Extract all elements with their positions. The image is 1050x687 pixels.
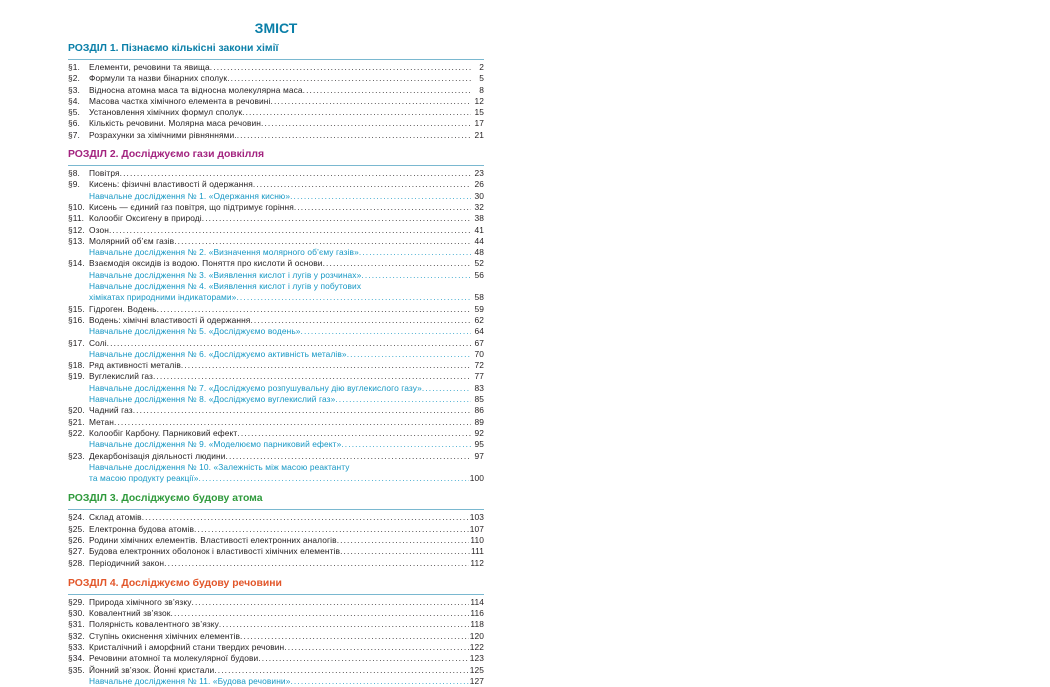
study-entry[interactable] [68,281,484,304]
entry-page-number: 41 [474,224,484,235]
entry-title-wrap [89,360,471,371]
dot-leader [153,371,471,382]
entry-number: §20. [68,405,85,416]
entry-title-wrap [89,62,471,73]
section-heading: РОЗДІЛ 1. Пізнаємо кількісні закони хімії [68,43,279,54]
entry-number: §6. [68,118,80,129]
entry-title: Кількість речовини. Молярна маса речовин [89,118,262,129]
paragraph-entry[interactable] [68,179,484,190]
entry-title-wrap [89,191,471,202]
dot-leader [261,118,471,129]
entry-title: Відносна атомна маса та відносна молекулярна маса [89,84,303,95]
entry-page-number: 89 [474,416,484,427]
entry-number: §33. [68,642,85,653]
entry-number: §4. [68,95,80,106]
entry-title: Вуглекислий газ [89,371,153,382]
dot-leader [192,597,470,608]
entry-title-wrap [89,326,471,337]
entry-title-wrap [89,642,469,653]
entry-title-line2-wrap [89,292,471,303]
entry-title-wrap [89,462,469,485]
paragraph-entry[interactable] [68,202,484,213]
entry-title: Молярний об’єм газів [89,235,175,246]
entry-title-wrap [89,558,469,569]
entry-title-wrap [89,304,471,315]
entry-title-wrap [89,417,471,428]
paragraph-entry[interactable] [68,631,484,642]
entry-number: §13. [68,235,85,246]
dot-leader [422,383,471,394]
entry-page-number: 5 [479,73,484,84]
entry-title: Метан [89,416,114,427]
entry-title: Кисень — єдиний газ повітря, що підтримує горіння [89,201,294,212]
entry-page-number: 12 [474,95,484,106]
entry-page-number: 85 [474,394,484,405]
dot-leader [335,394,471,405]
entry-title: Озон [89,224,109,235]
dot-leader [226,451,471,462]
entry-page-number: 15 [474,107,484,118]
paragraph-entry[interactable] [68,96,484,107]
entry-number: §21. [68,416,85,427]
dot-leader [323,258,471,269]
toc-sections [68,42,484,687]
paragraph-entry[interactable] [68,535,484,546]
entry-title-continued: хімікатах природними індикаторами» [89,292,237,303]
entry-title: Солі [89,337,107,348]
dot-leader [194,524,469,535]
entry-title: Кристалічний і аморфний стани твердих речовин [89,642,285,653]
entry-title-wrap [89,349,471,360]
paragraph-entry[interactable] [68,428,484,439]
entry-title-wrap [89,676,469,687]
dot-leader [284,642,468,653]
entry-title-line2-wrap [89,473,469,484]
entry-title: Навчальне дослідження № 6. «Досліджуємо активність металів» [89,348,347,359]
dot-leader [120,168,471,179]
entry-title-wrap [89,315,471,326]
section-heading: РОЗДІЛ 3. Досліджуємо будову атома [68,493,263,505]
toc-section [68,42,484,141]
entry-page-number: 92 [474,427,484,438]
entry-number: §10. [68,201,85,212]
entry-title: Установлення хімічних формул сполук [89,107,243,118]
entry-page-number: 120 [469,630,484,641]
entry-page-number: 62 [474,314,484,325]
entry-title-wrap [89,281,471,304]
entry-title-wrap [89,258,471,269]
entry-page-number: 44 [474,235,484,246]
toc-section [68,492,484,568]
entry-title-wrap [89,85,471,96]
dot-leader [133,405,471,416]
dot-leader [258,653,468,664]
entry-number: §27. [68,546,85,557]
study-entry[interactable] [68,326,484,337]
dot-leader [236,292,471,303]
entry-title: Полярність ковалентного зв’язку [89,619,219,630]
entry-page-number: 122 [469,642,484,653]
paragraph-entry[interactable] [68,236,484,247]
entry-number: §31. [68,619,85,630]
table-of-contents [68,18,484,687]
dot-leader [214,665,468,676]
entry-title-wrap [89,202,471,213]
entry-page-number: 112 [470,557,484,568]
entry-title-wrap [89,405,471,416]
entry-page-number: 111 [470,546,484,557]
entry-title: Кисень: фізичні властивості й одержання [89,179,253,190]
entry-title-wrap [89,394,471,405]
entry-title: Навчальне дослідження № 10. «Залежність між масою реактанту [89,461,350,472]
entry-number: §5. [68,107,80,118]
entry-title: Взаємодія оксидів із водою. Поняття про кислоти й основи [89,258,323,269]
entry-title-wrap [89,338,471,349]
entry-number: §17. [68,337,85,348]
entry-page-number: 59 [474,303,484,314]
toc-section [68,577,484,687]
dot-leader [290,676,468,687]
entry-title: Родини хімічних елементів. Властивості електронних аналогів [89,534,337,545]
entry-title-wrap [89,168,471,179]
entry-title: Декарбонізація діяльності людини [89,450,226,461]
entry-title-continued: та масою продукту реакції» [89,473,199,484]
entry-title-wrap [89,270,471,281]
dot-leader [174,236,471,247]
entry-number: §7. [68,129,80,140]
entry-page-number: 110 [470,534,484,545]
entry-title: Колообіг Карбону. Парниковий ефект [89,427,238,438]
entry-title: Навчальне дослідження № 1. «Одержання кисню» [89,190,291,201]
entry-title-wrap [89,535,469,546]
paragraph-entry[interactable] [68,642,484,653]
entry-number: §3. [68,84,80,95]
entry-page-number: 86 [474,405,484,416]
entry-number: §19. [68,371,85,382]
paragraph-entry[interactable] [68,371,484,382]
dot-leader [303,85,471,96]
entry-title: Масова частка хімічного елемента в речовині [89,95,271,106]
entry-title-wrap [89,619,469,630]
paragraph-entry[interactable] [68,405,484,416]
dot-leader [337,535,470,546]
entry-title: Водень: хімічні властивості й одержання [89,314,251,325]
section-divider [68,509,484,510]
section-heading: РОЗДІЛ 4. Досліджуємо будову речовини [68,577,282,589]
dot-leader [301,326,471,337]
entry-page-number: 38 [474,213,484,224]
dot-leader [250,315,471,326]
dot-leader [361,270,471,281]
entry-title: Чадний газ [89,405,133,416]
entry-page-number: 67 [474,337,484,348]
entry-page-number: 17 [474,118,484,129]
entry-title-wrap [89,597,469,608]
toc-section [68,148,484,484]
entry-title: Навчальне дослідження № 2. «Визначення молярного об’єму газів» [89,247,359,258]
paragraph-entry[interactable] [68,62,484,73]
entry-number: §22. [68,427,85,438]
entry-title: Ковалентний зв’язок [89,608,171,619]
dot-leader [107,338,471,349]
entry-page-number: 114 [470,596,484,607]
dot-leader [237,428,471,439]
dot-leader [242,107,471,118]
entry-page-number: 52 [474,258,484,269]
dot-leader [199,473,469,484]
entry-title: Ступінь окиснення хімічних елементів [89,630,241,641]
dot-leader [142,512,469,523]
section-heading: РОЗДІЛ 2. Досліджуємо гази довкілля [68,149,265,161]
entry-page-number: 32 [474,201,484,212]
entry-number: §12. [68,224,85,235]
entry-number: §25. [68,523,85,534]
entry-title: Навчальне дослідження № 4. «Виявлення кислот і лугів у побутових [89,281,362,292]
entry-title-wrap [89,96,471,107]
entry-title: Навчальне дослідження № 5. «Досліджуємо водень» [89,326,301,337]
dot-leader [359,247,471,258]
entry-title: Елементи, речовини та явища [89,62,210,72]
entry-number: §35. [68,664,85,675]
paragraph-entry[interactable] [68,130,484,141]
entry-title-wrap [89,524,469,535]
paragraph-entry[interactable] [68,653,484,664]
study-entry[interactable] [68,439,484,450]
entry-title: Склад атомів [89,512,142,523]
entry-number: §28. [68,557,85,568]
entry-title: Природа хімічного зв’язку [89,596,192,607]
entry-title-wrap [89,118,471,129]
entry-number: §24. [68,512,85,523]
entry-title-wrap [89,428,471,439]
entry-title: Гідроген. Водень [89,303,157,314]
entry-number: §32. [68,630,85,641]
entry-page-number: 70 [474,348,484,359]
entry-page-number: 48 [474,247,484,258]
entry-number: §30. [68,608,85,619]
entry-page-number: 30 [474,190,484,201]
dot-leader [164,558,469,569]
dot-leader [171,608,470,619]
entry-page-number: 118 [470,619,484,630]
paragraph-entry[interactable] [68,213,484,224]
study-entry[interactable] [68,394,484,405]
dot-leader [181,360,471,371]
paragraph-entry[interactable] [68,512,484,523]
entry-number: §29. [68,596,85,607]
dot-leader [219,619,469,630]
entry-title: Навчальне дослідження № 7. «Досліджуємо розпушувальну дію вуглекислого газу» [89,382,422,393]
paragraph-entry[interactable] [68,85,484,96]
entry-page-number: 116 [470,608,484,619]
entry-title: Повітря [89,168,120,179]
entry-number: §23. [68,450,85,461]
entry-title-wrap [89,383,471,394]
study-entry[interactable] [68,383,484,394]
entry-page-number: 2 [479,62,484,72]
entry-page-number: 127 [469,675,484,686]
entry-number: §34. [68,653,85,664]
entry-title: Ряд активності металів [89,360,181,371]
entry-title: Періодичний закон [89,557,165,568]
dot-leader [210,62,471,73]
entry-title-wrap [89,665,469,676]
paragraph-entry[interactable] [68,107,484,118]
entry-number: §16. [68,314,85,325]
entry-page-number: 125 [469,664,484,675]
dot-leader [240,631,469,642]
entry-page-number: 58 [474,292,484,303]
entry-title-wrap [89,371,471,382]
dot-leader [237,130,471,141]
study-entry[interactable] [68,270,484,281]
entry-page-number: 77 [474,371,484,382]
entry-page-number: 83 [474,382,484,393]
dot-leader [202,213,471,224]
entry-title-wrap [89,213,471,224]
paragraph-entry[interactable] [68,665,484,676]
paragraph-entry[interactable] [68,73,484,84]
entry-number: §14. [68,258,85,269]
entry-page-number: 97 [474,450,484,461]
paragraph-entry[interactable] [68,168,484,179]
entry-title: Навчальне дослідження № 11. «Будова речовини» [89,675,291,686]
entry-title-wrap [89,439,471,450]
entry-title: Колообіг Оксигену в природі [89,213,202,224]
dot-leader [114,417,471,428]
entry-title-wrap [89,451,471,462]
entry-number: §8. [68,168,80,179]
entry-title-wrap [89,107,471,118]
dot-leader [341,439,471,450]
dot-leader [290,191,471,202]
paragraph-entry[interactable] [68,546,484,557]
entry-page-number: 72 [474,360,484,371]
entry-title-wrap [89,608,469,619]
dot-leader [347,349,471,360]
paragraph-entry[interactable] [68,360,484,371]
dot-leader [109,225,471,236]
entry-title: Навчальне дослідження № 3. «Виявлення кислот і лугів у розчинах» [89,269,362,280]
entry-title: Навчальне дослідження № 9. «Моделюємо парниковий ефект» [89,439,342,450]
entry-number: §9. [68,179,80,190]
entry-page-number: 64 [474,326,484,337]
dot-leader [294,202,471,213]
entry-page-number: 123 [469,653,484,664]
paragraph-entry[interactable] [68,304,484,315]
entry-title-wrap [89,247,471,258]
dot-leader [340,546,470,557]
entry-title: Розрахунки за хімічними рівняннями. [89,129,237,140]
dot-leader [227,73,471,84]
entry-title-wrap [89,512,469,523]
entry-title-wrap [89,653,469,664]
toc-title: ЗМІСТ [254,20,298,36]
entry-title-wrap [89,546,470,557]
entry-number: §11. [68,213,85,224]
entry-title: Навчальне дослідження № 8. «Досліджуємо вуглекислий газ» [89,394,336,405]
entry-page-number: 107 [469,523,484,534]
paragraph-entry[interactable] [68,608,484,619]
paragraph-entry[interactable] [68,417,484,428]
entry-title-wrap [89,225,471,236]
study-entry[interactable] [68,676,484,687]
entry-title: Будова електронних оболонок і властивості хімічних елементів [89,546,341,557]
entry-page-number: 8 [479,84,484,95]
entry-page-number: 23 [474,168,484,179]
entry-title: Йонний зв’язок. Йонні кристали [89,664,215,675]
entry-page-number: 95 [474,439,484,450]
paragraph-entry[interactable] [68,597,484,608]
entry-title: Формули та назви бінарних сполук [89,73,228,84]
paragraph-entry[interactable] [68,225,484,236]
entry-title: Речовини атомної та молекулярної будови [89,653,259,664]
entry-number: §18. [68,360,85,371]
study-entry[interactable] [68,349,484,360]
entry-page-number: 100 [469,473,484,484]
paragraph-entry[interactable] [68,558,484,569]
section-divider [68,594,484,595]
dot-leader [271,96,472,107]
entry-title-wrap [89,73,471,84]
study-entry[interactable] [68,191,484,202]
entry-title-wrap [89,179,471,190]
dot-leader [157,304,471,315]
entry-number: §1. [68,62,80,72]
entry-number: §26. [68,534,85,545]
paragraph-entry[interactable] [68,619,484,630]
entry-page-number: 26 [474,179,484,190]
paragraph-entry[interactable] [68,338,484,349]
entry-title: Електронна будова атомів [89,523,195,534]
section-divider [68,59,484,60]
entry-page-number: 103 [469,512,484,523]
paragraph-entry[interactable] [68,118,484,129]
entry-page-number: 21 [474,129,484,140]
section-divider [68,165,484,166]
paragraph-entry[interactable] [68,524,484,535]
dot-leader [253,179,471,190]
entry-title-wrap [89,631,469,642]
entry-number: §15. [68,303,85,314]
study-entry[interactable] [68,247,484,258]
entry-title-wrap [89,236,471,247]
paragraph-entry[interactable] [68,451,484,462]
paragraph-entry[interactable] [68,315,484,326]
entry-title-wrap [89,130,471,141]
study-entry[interactable] [68,462,484,485]
entry-page-number: 56 [474,269,484,280]
paragraph-entry[interactable] [68,258,484,269]
entry-number: §2. [68,73,80,84]
